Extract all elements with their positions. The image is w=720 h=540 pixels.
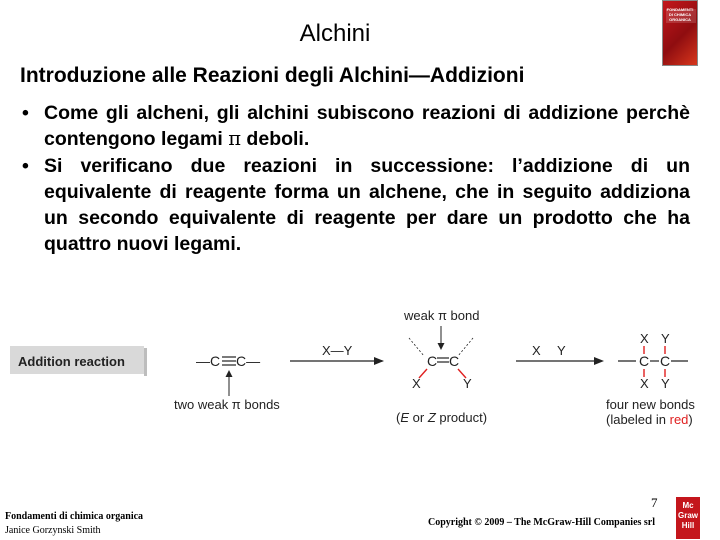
book-cover-image [662,0,698,66]
book-cover-label: FONDAMENTI DI CHIMICA ORGANICA [666,7,694,22]
bullet-item [22,153,690,257]
copyright-text: Copyright © 2009 – The McGraw-Hill Companies srl [428,517,656,528]
product-x-top: X [640,331,649,346]
footer-book-title: Fondamenti di chimica organica [5,511,144,522]
logo-text: Graw [677,511,698,520]
reagent-2-y: Y [557,343,566,358]
reaction-arrowhead-2 [594,357,604,365]
reagent-2-x: X [532,343,541,358]
badge-shadow [144,348,147,376]
bullet-list [22,100,690,258]
addition-reaction-diagram [0,300,720,440]
product-carbon: C [639,353,650,369]
bullet-dot: • [22,155,29,177]
product-x-bottom: X [640,376,649,391]
logo-text: Mc [682,501,694,510]
reagent-1: X—Y [322,343,353,358]
alkene-y: Y [463,376,472,391]
page-number: 7 [651,495,658,510]
alkyne-right: C— [236,353,261,369]
footer-book-info [5,510,143,538]
triple-bond [222,357,236,365]
wedge-bond [458,338,473,356]
pi-symbol: π [228,127,242,150]
bullet-text-end: deboli. [241,128,310,150]
reaction-arrowhead-1 [374,357,384,365]
bullet-text: Come gli alcheni, gli alchini subiscono reazioni di addizione perchè contengono legami [44,102,690,150]
bullet-dot: • [22,102,29,124]
weak-pi-bond-arrowhead [438,343,445,350]
alkene-x: X [412,376,421,391]
alkene-carbon: C [427,353,438,369]
wedge-bond [409,338,424,356]
four-new-bonds-label: four new bonds [606,397,695,412]
logo-text: Hill [681,521,695,530]
product-y-top: Y [661,331,670,346]
slide-title: Alchini [299,20,371,47]
weak-pi-bond-label: weak π bond [404,308,480,323]
alkyne-left: —C [196,353,221,369]
slide-subtitle: Introduzione alle Reazioni degli Alchini—Addizioni [20,64,525,87]
bullet-text: Si verificano due reazioni in successione: l’addizione di un equivalente di reagente forma un alchene, che in seguito addiziona un secondo equivalente di reagente per dare un prodotto che ha quattro nuovi legami. [44,155,690,255]
pi-bonds-arrowhead [226,370,233,377]
alkene-carbon: C [449,353,460,369]
footer-author: Janice Gorzynski Smith [5,525,101,536]
bullet-item [22,100,690,152]
two-weak-pi-bonds-label: two weak π bonds [174,397,280,412]
badge-label: Addition reaction [18,354,125,369]
labeled-in-red-label: (labeled in red) [606,412,693,427]
mcgraw-hill-logo [676,497,700,539]
ez-product-label: (E or Z product) [396,410,488,425]
product-y-bottom: Y [661,376,670,391]
product-carbon: C [660,353,671,369]
